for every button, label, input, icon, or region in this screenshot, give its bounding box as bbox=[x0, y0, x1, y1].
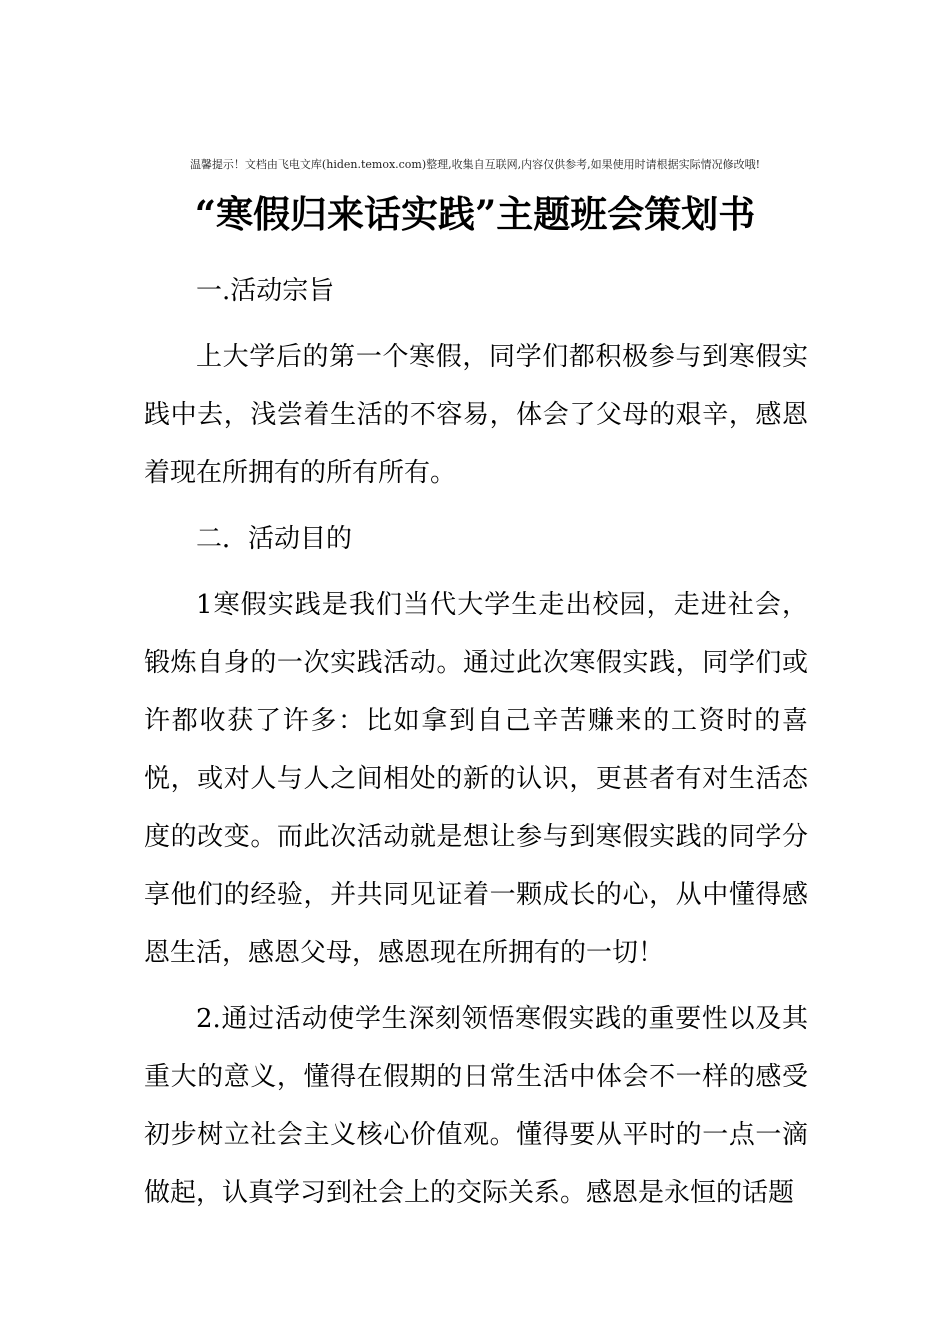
document-body bbox=[144, 262, 808, 1222]
download-notice: 温馨提示！文档由飞电文库(hiden.temox.com)整理,收集自互联网,内容仅供参考,如果使用时请根据实际情况修改哦! bbox=[189, 158, 761, 171]
paragraph-goal-1: 1寒假实践是我们当代大学生走出校园，走进社会，锻炼自身的一次实践活动。通过此次寒假实践，同学们或许都收获了许多：比如拿到自己辛苦赚来的工资时的喜悦，或对人与人之间相处的新的认识，更甚者有对生活态度的改变。而此次活动就是想让参与到寒假实践的同学分享他们的经验，并共同见证着一颗成长的心，从中懂得感恩生活，感恩父母，感恩现在所拥有的一切！ bbox=[144, 590, 808, 968]
section-heading-goals: 二．活动目的 bbox=[196, 524, 353, 554]
paragraph-goal-2: 2.通过活动使学生深刻领悟寒假实践的重要性以及其重大的意义，懂得在假期的日常生活中体会不一样的感受初步树立社会主义核心价值观。懂得要从平时的一点一滴做起，认真学习到社会上的交际关系。感恩是永恒的话题 bbox=[144, 1004, 808, 1208]
document-title: “寒假归来话实践”主题班会策划书 bbox=[194, 192, 756, 236]
paragraph-purpose: 上大学后的第一个寒假，同学们都积极参与到寒假实践中去，浅尝着生活的不容易，体会了父母的艰辛，感恩着现在所拥有的所有所有。 bbox=[144, 342, 808, 488]
section-heading-purpose: 一.活动宗旨 bbox=[196, 276, 335, 306]
